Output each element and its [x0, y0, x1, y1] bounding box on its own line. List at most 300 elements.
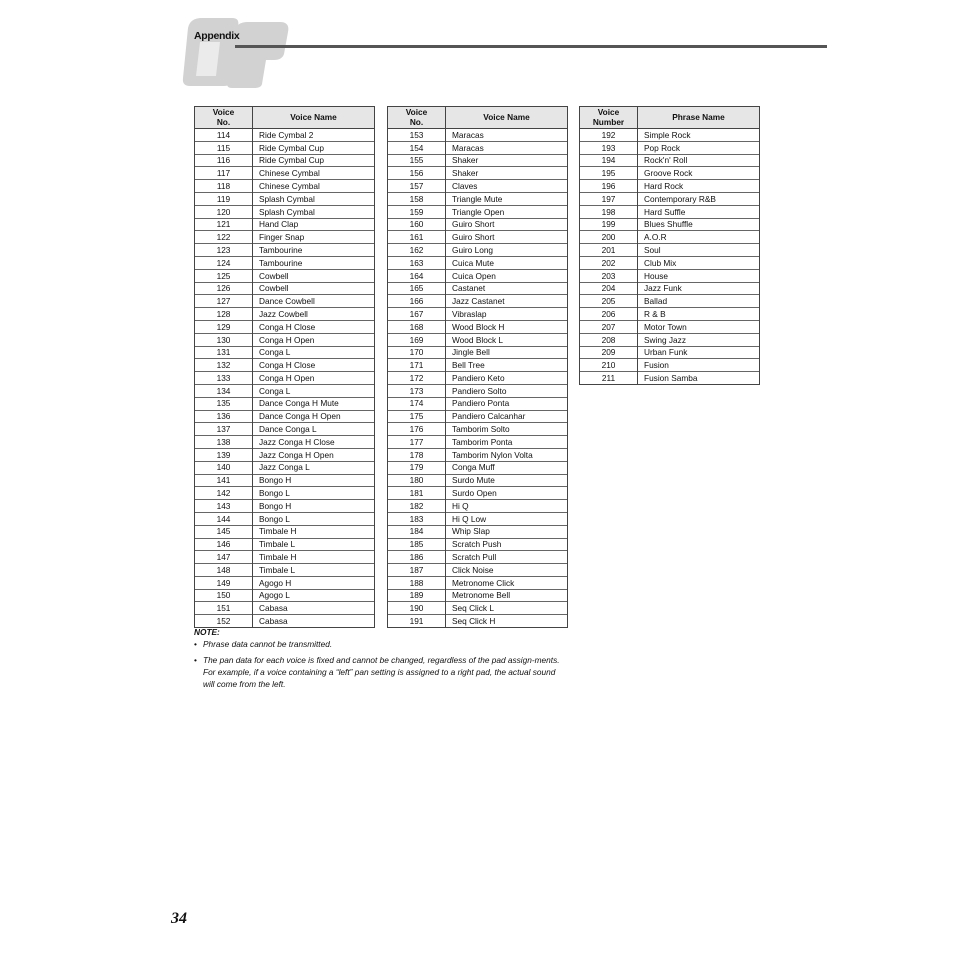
table-row [195, 512, 375, 525]
voice-number-cell: 162 [388, 244, 446, 257]
table-row [388, 205, 568, 218]
voice-number-cell: 207 [580, 320, 638, 333]
voice-number-cell: 206 [580, 308, 638, 321]
table-row [195, 320, 375, 333]
voice-name-cell: Cowbell [253, 282, 375, 295]
voice-number-cell: 124 [195, 256, 253, 269]
voice-number-cell: 175 [388, 410, 446, 423]
voice-name-cell: Shaker [446, 154, 568, 167]
table-row [388, 244, 568, 257]
voice-number-cell: 157 [388, 180, 446, 193]
voice-number-cell: 180 [388, 474, 446, 487]
voice-number-cell: 156 [388, 167, 446, 180]
table-row [195, 167, 375, 180]
table-row [388, 192, 568, 205]
table-row [580, 320, 760, 333]
voice-name-cell: Jazz Conga L [253, 461, 375, 474]
voice-number-cell: 168 [388, 320, 446, 333]
voice-number-cell: 117 [195, 167, 253, 180]
voice-name-cell: Simple Rock [638, 129, 760, 142]
voice-name-cell: Maracas [446, 141, 568, 154]
voice-name-cell: Triangle Mute [446, 192, 568, 205]
column-header-voice-number: Voice Number [580, 107, 638, 129]
voice-name-cell: Whip Slap [446, 525, 568, 538]
voice-number-cell: 172 [388, 372, 446, 385]
table-row [195, 487, 375, 500]
voice-name-cell: Surdo Mute [446, 474, 568, 487]
voice-name-cell: Timbale H [253, 551, 375, 564]
voice-name-cell: Contemporary R&B [638, 192, 760, 205]
table-row [388, 448, 568, 461]
table-row [580, 372, 760, 385]
voice-name-cell: R & B [638, 308, 760, 321]
voice-name-cell: Dance Conga H Mute [253, 397, 375, 410]
voice-name-cell: Timbale L [253, 538, 375, 551]
voice-name-cell: Rock'n' Roll [638, 154, 760, 167]
voice-number-cell: 150 [195, 589, 253, 602]
voice-number-cell: 198 [580, 205, 638, 218]
voice-number-cell: 159 [388, 205, 446, 218]
voice-name-cell: Wood Block L [446, 333, 568, 346]
table-row [195, 525, 375, 538]
voice-number-cell: 125 [195, 269, 253, 282]
voice-number-cell: 177 [388, 436, 446, 449]
voice-name-cell: Pandiero Solto [446, 384, 568, 397]
table-row [195, 359, 375, 372]
table-row [388, 141, 568, 154]
table-row [195, 205, 375, 218]
voice-name-cell: Jazz Funk [638, 282, 760, 295]
voice-number-cell: 151 [195, 602, 253, 615]
phrase-table [579, 106, 760, 385]
voice-number-cell: 195 [580, 167, 638, 180]
table-row [195, 192, 375, 205]
table-row [388, 397, 568, 410]
voice-number-cell: 129 [195, 320, 253, 333]
table-row [195, 346, 375, 359]
table-row [388, 129, 568, 142]
voice-name-cell: Conga L [253, 346, 375, 359]
voice-number-cell: 197 [580, 192, 638, 205]
voice-name-cell: Click Noise [446, 564, 568, 577]
table-row [580, 205, 760, 218]
voice-number-cell: 146 [195, 538, 253, 551]
voice-name-cell: Fusion [638, 359, 760, 372]
note-item: • The pan data for each voice is fixed and cannot be changed, regardless of the pad assign-ments. For example, if a voice containing a “left” pan setting is assigned to a right pad, the actual sound will come from the left. [194, 654, 569, 690]
voice-number-cell: 211 [580, 372, 638, 385]
voice-table-1 [194, 106, 375, 628]
voice-name-cell: Ride Cymbal Cup [253, 141, 375, 154]
table-row [388, 500, 568, 513]
voice-number-cell: 201 [580, 244, 638, 257]
voice-name-cell: Chinese Cymbal [253, 180, 375, 193]
voice-number-cell: 205 [580, 295, 638, 308]
voice-number-cell: 130 [195, 333, 253, 346]
voice-number-cell: 118 [195, 180, 253, 193]
table-row [195, 129, 375, 142]
voice-number-cell: 141 [195, 474, 253, 487]
voice-number-cell: 173 [388, 384, 446, 397]
voice-number-cell: 178 [388, 448, 446, 461]
voice-number-cell: 121 [195, 218, 253, 231]
voice-number-cell: 191 [388, 615, 446, 628]
voice-name-cell: Bongo H [253, 500, 375, 513]
voice-number-cell: 142 [195, 487, 253, 500]
voice-number-cell: 160 [388, 218, 446, 231]
voice-number-cell: 147 [195, 551, 253, 564]
voice-number-cell: 171 [388, 359, 446, 372]
voice-name-cell: Jazz Cowbell [253, 308, 375, 321]
voice-number-cell: 131 [195, 346, 253, 359]
voice-name-cell: Timbale L [253, 564, 375, 577]
voice-number-cell: 158 [388, 192, 446, 205]
table-row [388, 154, 568, 167]
voice-number-cell: 123 [195, 244, 253, 257]
header-rule [235, 45, 827, 48]
voice-name-cell: Claves [446, 180, 568, 193]
voice-number-cell: 188 [388, 576, 446, 589]
voice-name-cell: Pop Rock [638, 141, 760, 154]
voice-name-cell: Swing Jazz [638, 333, 760, 346]
table-row [195, 231, 375, 244]
table-row [195, 576, 375, 589]
voice-number-cell: 202 [580, 256, 638, 269]
voice-name-cell: Wood Block H [446, 320, 568, 333]
table-row [580, 308, 760, 321]
voice-name-cell: Scratch Pull [446, 551, 568, 564]
table-row [388, 589, 568, 602]
voice-number-cell: 204 [580, 282, 638, 295]
voice-name-cell: Tamborim Solto [446, 423, 568, 436]
table-row [388, 359, 568, 372]
voice-number-cell: 127 [195, 295, 253, 308]
voice-name-cell: Agogo L [253, 589, 375, 602]
voice-name-cell: Blues Shuffle [638, 218, 760, 231]
table-row [388, 602, 568, 615]
voice-name-cell: Hand Clap [253, 218, 375, 231]
voice-name-cell: Dance Cowbell [253, 295, 375, 308]
voice-number-cell: 140 [195, 461, 253, 474]
table-row [195, 410, 375, 423]
voice-name-cell: Seq Click L [446, 602, 568, 615]
column-header-voice-no: Voice No. [195, 107, 253, 129]
voice-number-cell: 134 [195, 384, 253, 397]
voice-name-cell: Dance Conga L [253, 423, 375, 436]
table-row [195, 282, 375, 295]
table-row [195, 500, 375, 513]
table-row [580, 346, 760, 359]
table-row [195, 180, 375, 193]
table-row [195, 538, 375, 551]
table-row [580, 129, 760, 142]
table-row [388, 551, 568, 564]
table-row [388, 487, 568, 500]
voice-number-cell: 167 [388, 308, 446, 321]
table-row [580, 244, 760, 257]
voice-name-cell: Bongo L [253, 512, 375, 525]
table-row [388, 423, 568, 436]
table-row [195, 397, 375, 410]
voice-name-cell: Bongo L [253, 487, 375, 500]
voice-name-cell: Metronome Click [446, 576, 568, 589]
voice-name-cell: Jazz Conga H Close [253, 436, 375, 449]
column-header-voice-name: Voice Name [446, 107, 568, 129]
voice-number-cell: 184 [388, 525, 446, 538]
voice-name-cell: Chinese Cymbal [253, 167, 375, 180]
voice-name-cell: Splash Cymbal [253, 205, 375, 218]
table-row [388, 231, 568, 244]
table-row [580, 154, 760, 167]
table-row [388, 461, 568, 474]
voice-number-cell: 128 [195, 308, 253, 321]
table-row [388, 269, 568, 282]
voice-name-cell: Fusion Samba [638, 372, 760, 385]
voice-name-cell: Triangle Open [446, 205, 568, 218]
voice-number-cell: 164 [388, 269, 446, 282]
table-row [195, 154, 375, 167]
table-row [388, 295, 568, 308]
table-row [195, 308, 375, 321]
voice-number-cell: 199 [580, 218, 638, 231]
voice-name-cell: Motor Town [638, 320, 760, 333]
voice-name-cell: Splash Cymbal [253, 192, 375, 205]
page-number: 34 [171, 910, 187, 927]
voice-name-cell: Conga L [253, 384, 375, 397]
voice-name-cell: Soul [638, 244, 760, 257]
voice-name-cell: Cowbell [253, 269, 375, 282]
voice-number-cell: 155 [388, 154, 446, 167]
voice-name-cell: Guiro Short [446, 231, 568, 244]
voice-number-cell: 115 [195, 141, 253, 154]
table-row [195, 474, 375, 487]
table-row [388, 538, 568, 551]
table-row [195, 256, 375, 269]
table-row [580, 295, 760, 308]
table-row [580, 256, 760, 269]
voice-number-cell: 169 [388, 333, 446, 346]
table-row [388, 333, 568, 346]
voice-name-cell: Tambourine [253, 256, 375, 269]
voice-number-cell: 210 [580, 359, 638, 372]
voice-number-cell: 119 [195, 192, 253, 205]
table-row [388, 256, 568, 269]
voice-name-cell: Bongo H [253, 474, 375, 487]
table-row [580, 218, 760, 231]
voice-name-cell: Hi Q [446, 500, 568, 513]
voice-number-cell: 145 [195, 525, 253, 538]
table-row [195, 602, 375, 615]
note-list [194, 638, 569, 690]
voice-number-cell: 166 [388, 295, 446, 308]
voice-number-cell: 203 [580, 269, 638, 282]
voice-name-cell: Hard Suffle [638, 205, 760, 218]
voice-name-cell: Vibraslap [446, 308, 568, 321]
voice-name-cell: Pandiero Keto [446, 372, 568, 385]
voice-number-cell: 122 [195, 231, 253, 244]
voice-number-cell: 189 [388, 589, 446, 602]
voice-number-cell: 132 [195, 359, 253, 372]
voice-number-cell: 187 [388, 564, 446, 577]
voice-name-cell: Castanet [446, 282, 568, 295]
voice-number-cell: 126 [195, 282, 253, 295]
voice-name-cell: Finger Snap [253, 231, 375, 244]
table-row [580, 333, 760, 346]
voice-number-cell: 176 [388, 423, 446, 436]
voice-name-cell: Conga Muff [446, 461, 568, 474]
voice-number-cell: 152 [195, 615, 253, 628]
table-row [388, 384, 568, 397]
voice-number-cell: 186 [388, 551, 446, 564]
voice-number-cell: 153 [388, 129, 446, 142]
voice-name-cell: Cabasa [253, 615, 375, 628]
table-row [388, 564, 568, 577]
voice-number-cell: 154 [388, 141, 446, 154]
voice-name-cell: Ballad [638, 295, 760, 308]
voice-name-cell: Ride Cymbal 2 [253, 129, 375, 142]
table-row [195, 436, 375, 449]
table-row [580, 141, 760, 154]
voice-number-cell: 148 [195, 564, 253, 577]
voice-name-cell: Pandiero Calcanhar [446, 410, 568, 423]
voice-name-cell: Jingle Bell [446, 346, 568, 359]
voice-number-cell: 136 [195, 410, 253, 423]
voice-name-cell: Club Mix [638, 256, 760, 269]
voice-number-cell: 137 [195, 423, 253, 436]
table-row [195, 269, 375, 282]
column-header-voice-no: Voice No. [388, 107, 446, 129]
voice-name-cell: Dance Conga H Open [253, 410, 375, 423]
note-label: NOTE: [194, 627, 220, 637]
table-row [195, 333, 375, 346]
voice-name-cell: Metronome Bell [446, 589, 568, 602]
voice-name-cell: A.O.R [638, 231, 760, 244]
voice-number-cell: 170 [388, 346, 446, 359]
voice-number-cell: 143 [195, 500, 253, 513]
voice-name-cell: Conga H Open [253, 372, 375, 385]
voice-name-cell: Tambourine [253, 244, 375, 257]
voice-name-cell: Cuica Open [446, 269, 568, 282]
voice-name-cell: Cuica Mute [446, 256, 568, 269]
table-row [195, 589, 375, 602]
voice-number-cell: 138 [195, 436, 253, 449]
voice-number-cell: 185 [388, 538, 446, 551]
voice-name-cell: Scratch Push [446, 538, 568, 551]
table-row [195, 244, 375, 257]
table-row [580, 192, 760, 205]
voice-number-cell: 165 [388, 282, 446, 295]
table-row [388, 167, 568, 180]
table-row [388, 525, 568, 538]
voice-number-cell: 194 [580, 154, 638, 167]
voice-name-cell: Conga H Open [253, 333, 375, 346]
table-row [580, 180, 760, 193]
voice-name-cell: Ride Cymbal Cup [253, 154, 375, 167]
voice-number-cell: 183 [388, 512, 446, 525]
voice-name-cell: Urban Funk [638, 346, 760, 359]
table-row [195, 423, 375, 436]
voice-number-cell: 179 [388, 461, 446, 474]
voice-name-cell: Seq Click H [446, 615, 568, 628]
table-row [195, 218, 375, 231]
voice-number-cell: 200 [580, 231, 638, 244]
column-header-phrase-name: Phrase Name [638, 107, 760, 129]
table-row [195, 564, 375, 577]
table-row [580, 231, 760, 244]
voice-name-cell: Shaker [446, 167, 568, 180]
table-row [388, 474, 568, 487]
table-row [388, 180, 568, 193]
voice-name-cell: Tamborim Nylon Volta [446, 448, 568, 461]
voice-number-cell: 209 [580, 346, 638, 359]
table-row [388, 436, 568, 449]
table-row [195, 372, 375, 385]
voice-number-cell: 182 [388, 500, 446, 513]
voice-name-cell: Timbale H [253, 525, 375, 538]
table-row [580, 269, 760, 282]
table-row [388, 320, 568, 333]
column-header-voice-name: Voice Name [253, 107, 375, 129]
table-row [580, 282, 760, 295]
voice-number-cell: 192 [580, 129, 638, 142]
table-row [195, 384, 375, 397]
table-row [388, 282, 568, 295]
voice-number-cell: 193 [580, 141, 638, 154]
table-row [195, 461, 375, 474]
table-row [195, 295, 375, 308]
voice-name-cell: House [638, 269, 760, 282]
voice-name-cell: Bell Tree [446, 359, 568, 372]
voice-name-cell: Conga H Close [253, 320, 375, 333]
voice-number-cell: 190 [388, 602, 446, 615]
voice-number-cell: 208 [580, 333, 638, 346]
voice-name-cell: Tamborim Ponta [446, 436, 568, 449]
voice-name-cell: Groove Rock [638, 167, 760, 180]
appendix-logo [180, 14, 292, 88]
table-row [388, 410, 568, 423]
table-row [388, 308, 568, 321]
voice-number-cell: 120 [195, 205, 253, 218]
voice-name-cell: Hi Q Low [446, 512, 568, 525]
table-row [388, 576, 568, 589]
voice-number-cell: 144 [195, 512, 253, 525]
voice-name-cell: Jazz Conga H Open [253, 448, 375, 461]
table-row [195, 448, 375, 461]
voice-number-cell: 161 [388, 231, 446, 244]
voice-name-cell: Conga H Close [253, 359, 375, 372]
voice-name-cell: Jazz Castanet [446, 295, 568, 308]
table-row [388, 346, 568, 359]
voice-number-cell: 149 [195, 576, 253, 589]
voice-number-cell: 181 [388, 487, 446, 500]
voice-number-cell: 139 [195, 448, 253, 461]
table-row [580, 167, 760, 180]
voice-table-2 [387, 106, 568, 628]
voice-number-cell: 116 [195, 154, 253, 167]
voice-name-cell: Pandiero Ponta [446, 397, 568, 410]
voice-name-cell: Hard Rock [638, 180, 760, 193]
voice-name-cell: Maracas [446, 129, 568, 142]
voice-number-cell: 196 [580, 180, 638, 193]
voice-number-cell: 133 [195, 372, 253, 385]
section-title: Appendix [194, 30, 240, 42]
table-row [388, 372, 568, 385]
note-item: • Phrase data cannot be transmitted. [194, 638, 569, 650]
note-block [194, 626, 569, 690]
voice-number-cell: 135 [195, 397, 253, 410]
voice-number-cell: 174 [388, 397, 446, 410]
voice-number-cell: 114 [195, 129, 253, 142]
table-row [580, 359, 760, 372]
